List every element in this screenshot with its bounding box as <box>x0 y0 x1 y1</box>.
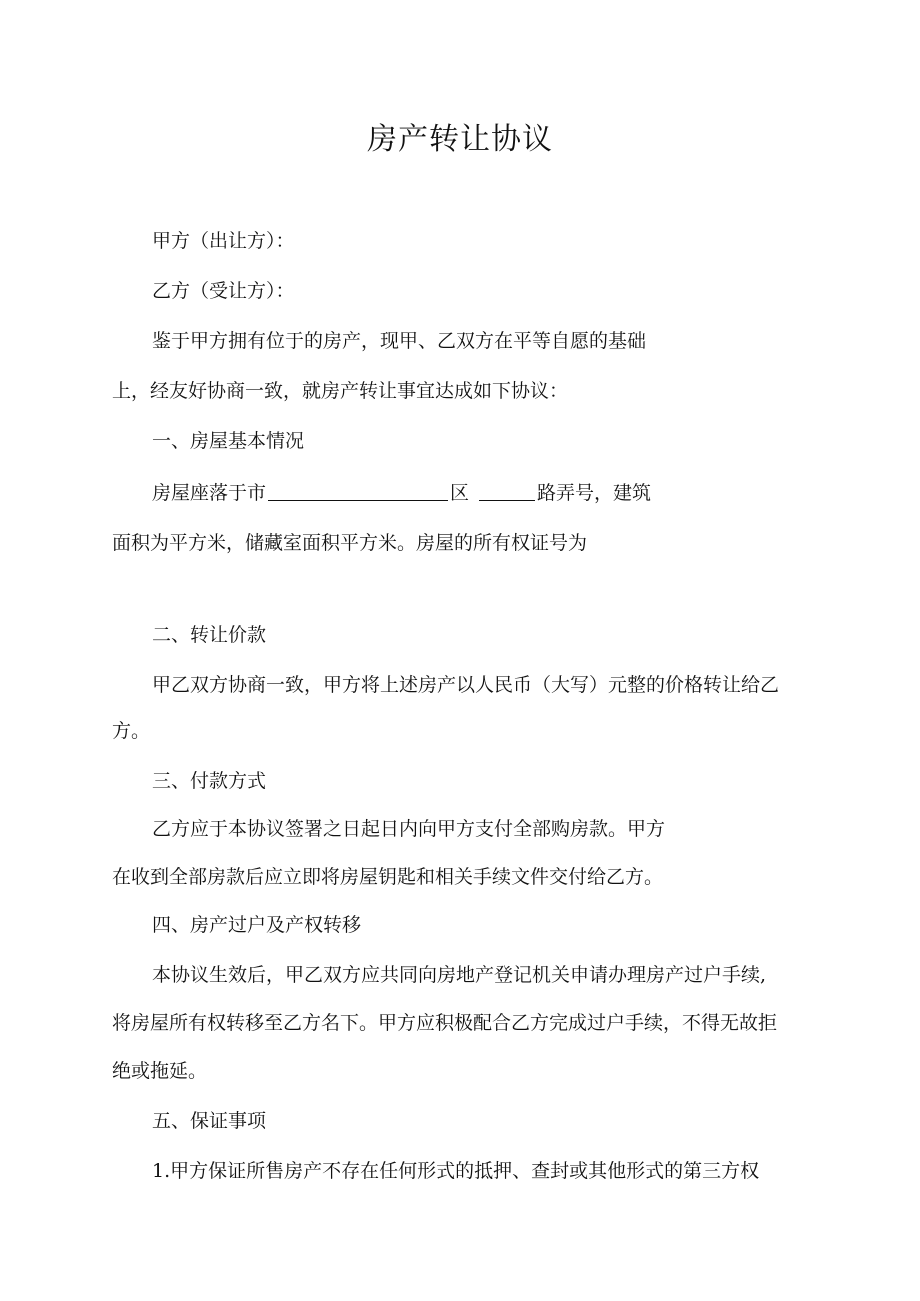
section2-line-2: 方。 <box>112 720 151 742</box>
section3-line-2: 在收到全部房款后应立即将房屋钥匙和相关手续文件交付给乙方。 <box>112 866 664 888</box>
section4-line-3: 绝或拖延。 <box>112 1060 208 1082</box>
preamble-line-2: 上，经友好协商一致，就房产转让事宜达成如下协议： <box>112 380 569 402</box>
section1-heading: 一、房屋基本情况 <box>152 430 305 452</box>
section2-line-1: 甲乙双方协商一致，甲方将上述房产以人民币（大写）元整的价格转让给乙 <box>152 674 780 696</box>
preamble-line-1: 鉴于甲方拥有位于的房产，现甲、乙双方在平等自愿的基础 <box>152 330 647 352</box>
section3-line-1: 乙方应于本协议签署之日起日内向甲方支付全部购房款。甲方 <box>152 818 666 840</box>
party-a-line: 甲方（出让方）： <box>152 230 295 252</box>
section1-line-1 <box>152 478 651 508</box>
section4-line-1: 本协议生效后，甲乙双方应共同向房地产登记机关申请办理房产过户手续, <box>152 964 767 986</box>
section1-line-2: 面积为平方米，储藏室面积平方米。房屋的所有权证号为 <box>112 532 588 554</box>
location-road-text: 路弄号，建筑 <box>537 482 652 504</box>
section2-heading: 二、转让价款 <box>152 624 267 646</box>
section4-line-2: 将房屋所有权转移至乙方名下。甲方应积极配合乙方完成过户手续，不得无故拒 <box>112 1012 778 1034</box>
city-blank <box>268 480 448 501</box>
location-district-text: 区 <box>450 482 470 504</box>
section3-heading: 三、付款方式 <box>152 770 267 792</box>
section5-line-1: 1.甲方保证所售房产不存在任何形式的抵押、查封或其他形式的第三方权 <box>152 1160 760 1182</box>
location-city-text: 房屋座落于市 <box>152 482 267 504</box>
road-blank <box>479 480 535 501</box>
section4-heading: 四、房产过户及产权转移 <box>152 914 362 936</box>
party-b-line: 乙方（受让方）： <box>152 280 295 302</box>
page-title: 房产转让协议 <box>367 122 553 157</box>
section5-heading: 五、保证事项 <box>152 1110 267 1132</box>
